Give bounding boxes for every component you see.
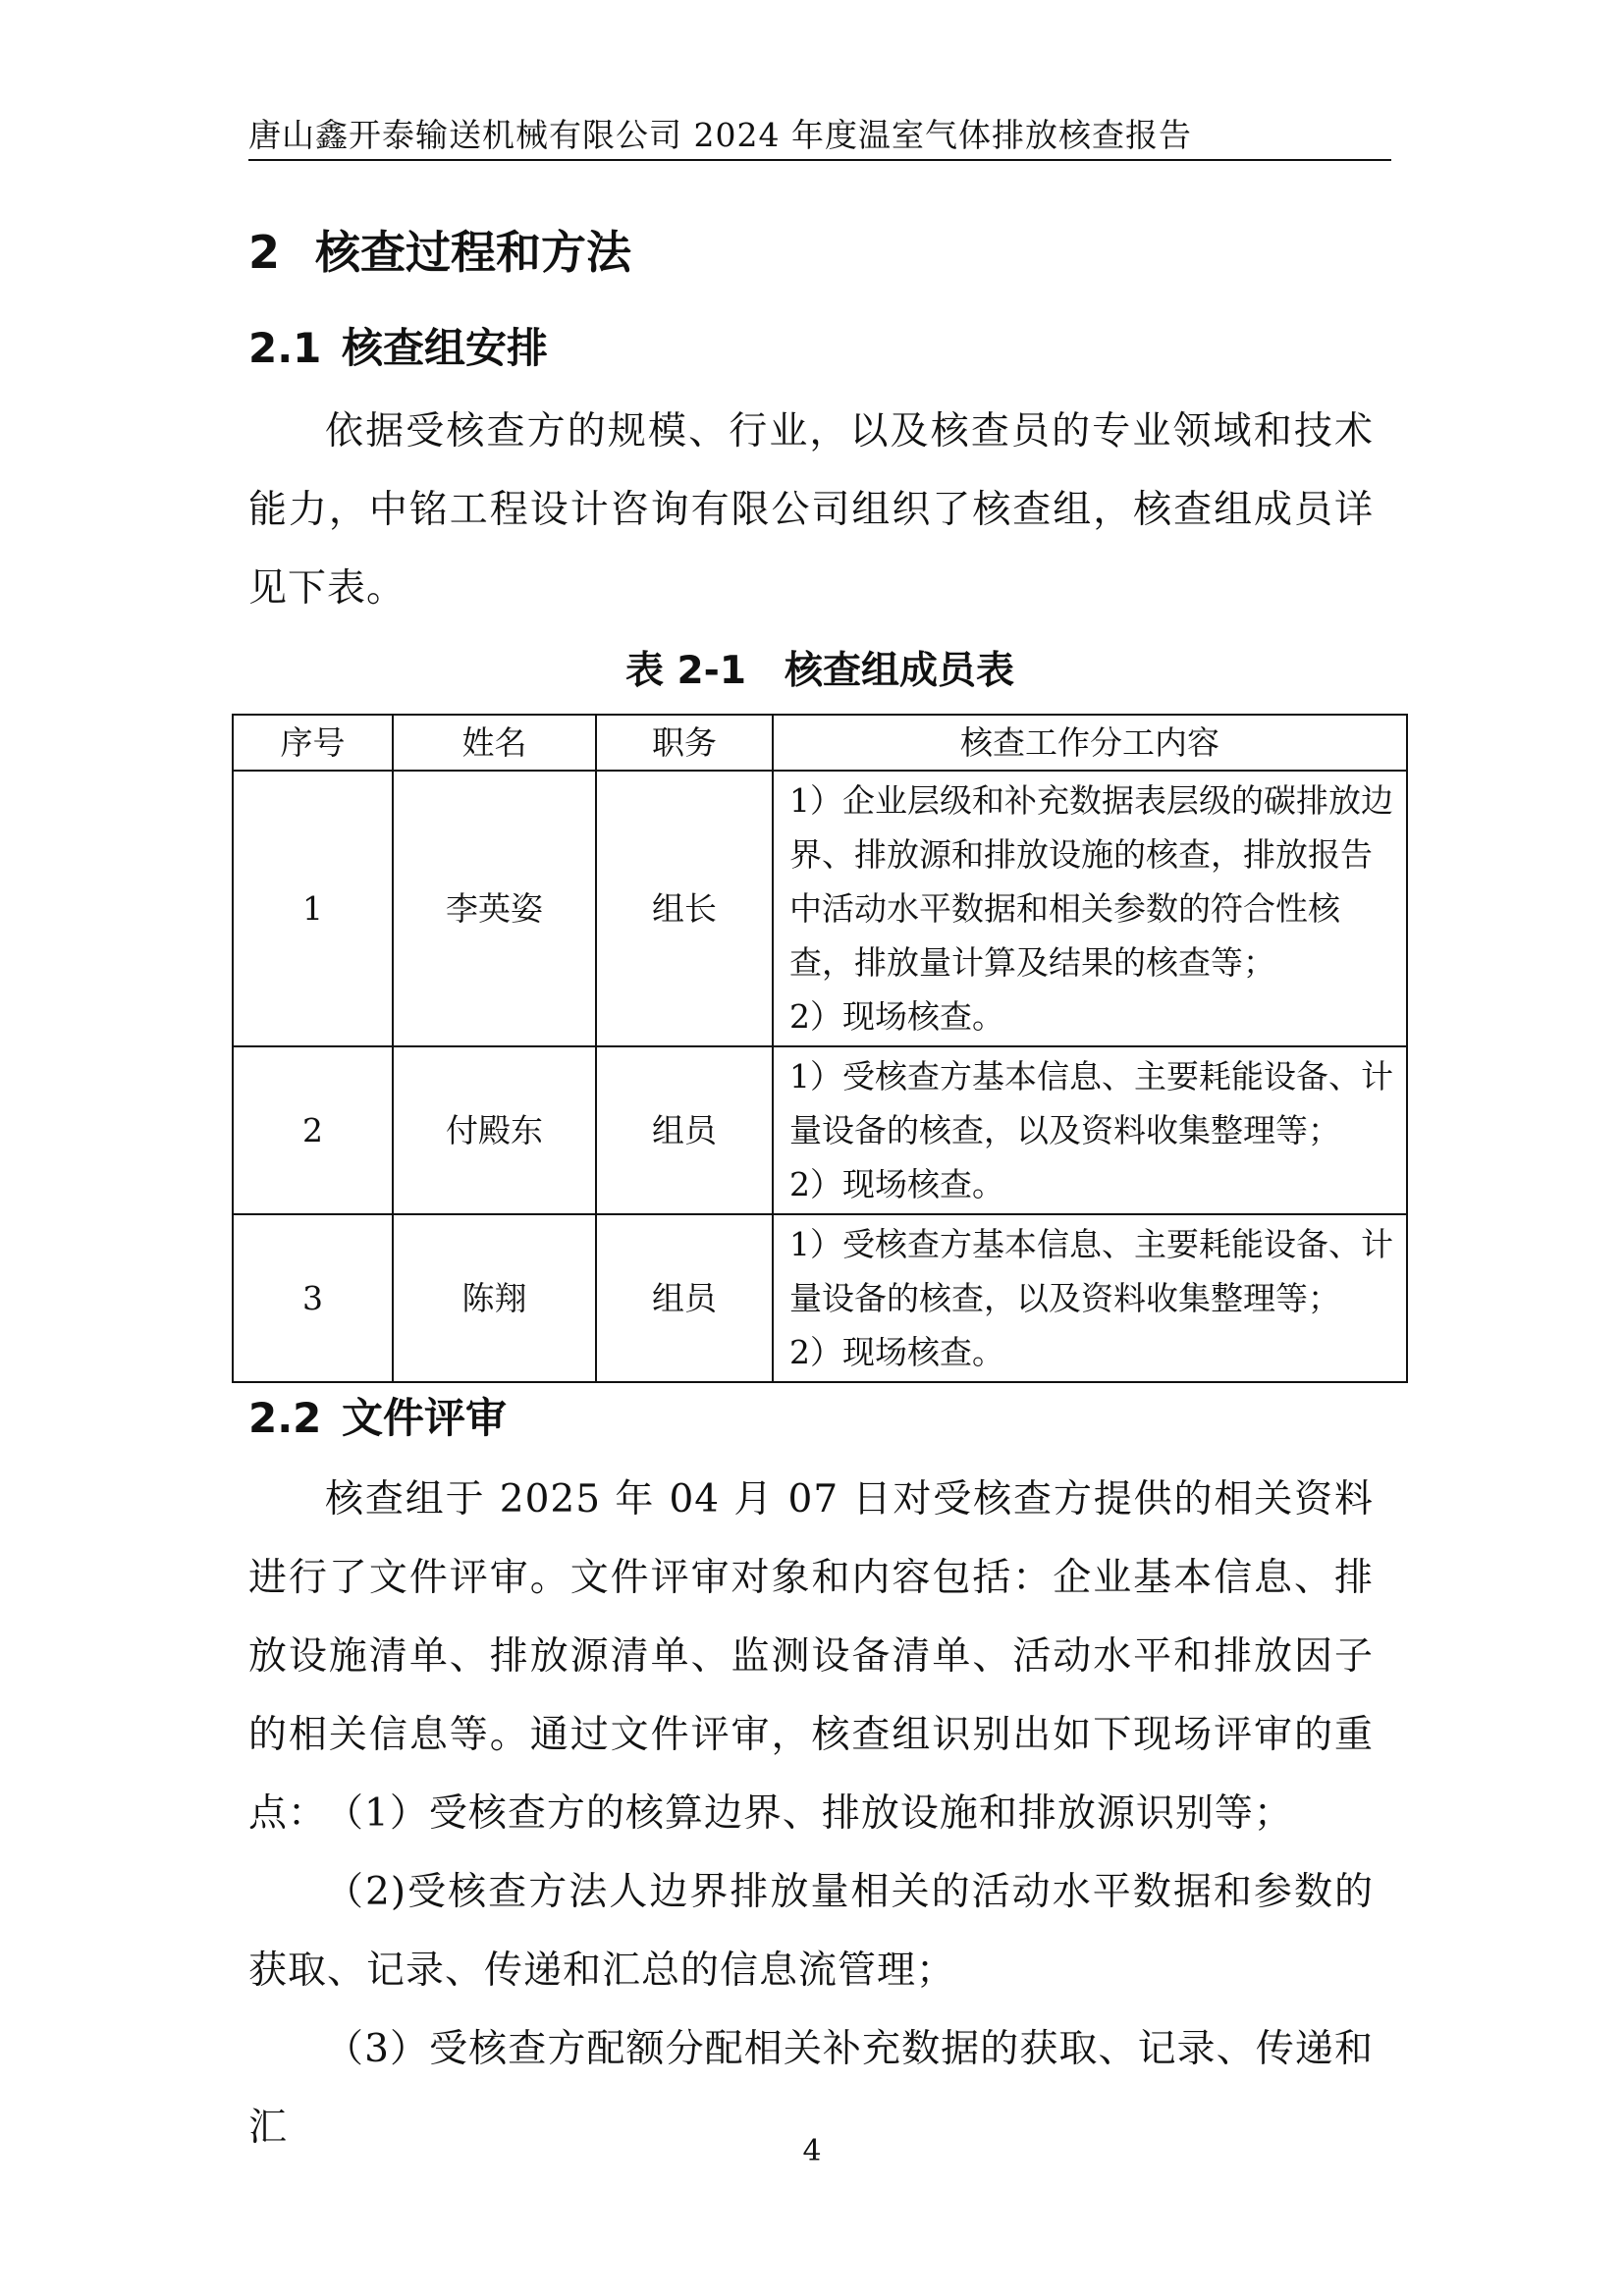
table-row bbox=[233, 1214, 1407, 1382]
duty-item: 1）企业层级和补充数据表层级的碳排放边界、排放源和排放设施的核查，排放报告中活动水平数据和相关参数的符合性核查，排放量计算及结果的核查等； bbox=[789, 781, 1393, 982]
subsection-number: 2.1 bbox=[248, 324, 322, 372]
subsection-heading-2-1 bbox=[248, 316, 548, 381]
subsection-number: 2.2 bbox=[248, 1394, 322, 1442]
table-caption: 表 2-1 核查组成员表 bbox=[624, 649, 1015, 693]
cell-role: 组长 bbox=[596, 771, 773, 1046]
column-header-role: 职务 bbox=[596, 715, 773, 771]
team-members-table bbox=[232, 714, 1408, 1383]
document-review-paragraph: 核查组于 2025 年 04 月 07 日对受核查方提供的相关资料进行了文件评审。文件评审对象和内容包括：企业基本信息、排放设施清单、排放源清单、监测设备清单、活动水平和排放因子的相关信息等。通过文件评审，核查组识别出如下现场评审的重点： bbox=[248, 1477, 1374, 1836]
duty-item: 2）现场核查。 bbox=[789, 1333, 1004, 1371]
header-divider bbox=[248, 159, 1391, 161]
cell-name: 付殿东 bbox=[393, 1046, 596, 1214]
subsection-title: 核查组安排 bbox=[342, 324, 549, 372]
cell-no: 2 bbox=[233, 1046, 393, 1214]
duty-item: 2）现场核查。 bbox=[789, 1165, 1004, 1203]
cell-duty bbox=[773, 1214, 1407, 1382]
table-header-row bbox=[233, 715, 1407, 771]
cell-duty bbox=[773, 771, 1407, 1046]
duty-item: 1）受核查方基本信息、主要耗能设备、计量设备的核查，以及资料收集整理等； bbox=[789, 1225, 1393, 1317]
cell-no: 3 bbox=[233, 1214, 393, 1382]
subsection-title: 文件评审 bbox=[342, 1394, 508, 1442]
cell-role: 组员 bbox=[596, 1214, 773, 1382]
table-row bbox=[233, 771, 1407, 1046]
cell-no: 1 bbox=[233, 771, 393, 1046]
team-arrangement-paragraph: 依据受核查方的规模、行业，以及核查员的专业领域和技术能力，中铭工程设计咨询有限公司组织了核查组，核查组成员详见下表。 bbox=[248, 409, 1374, 611]
section-number: 2 bbox=[248, 226, 281, 279]
review-focus-item: （3）受核查方配额分配相关补充数据的获取、记录、传递和汇 bbox=[248, 2027, 1374, 2150]
table-row bbox=[233, 1046, 1407, 1214]
review-focus-item: （2)受核查方法人边界排放量相关的活动水平数据和参数的获取、记录、传递和汇总的信息流管理； bbox=[248, 1870, 1374, 1993]
review-focus-item: （1）受核查方的核算边界、排放设施和排放源识别等； bbox=[325, 1791, 1293, 1836]
column-header-no: 序号 bbox=[233, 715, 393, 771]
column-header-name: 姓名 bbox=[393, 715, 596, 771]
running-header: 唐山鑫开泰输送机械有限公司 2024 年度温室气体排放核查报告 bbox=[248, 116, 1192, 154]
subsection-heading-2-2 bbox=[248, 1386, 507, 1451]
section-heading bbox=[248, 218, 631, 287]
column-header-duty: 核查工作分工内容 bbox=[773, 715, 1407, 771]
cell-name: 李英姿 bbox=[393, 771, 596, 1046]
cell-role: 组员 bbox=[596, 1046, 773, 1214]
cell-duty bbox=[773, 1046, 1407, 1214]
duty-item: 1）受核查方基本信息、主要耗能设备、计量设备的核查，以及资料收集整理等； bbox=[789, 1057, 1393, 1149]
page-number: 4 bbox=[802, 2134, 822, 2168]
cell-name: 陈翔 bbox=[393, 1214, 596, 1382]
section-title: 核查过程和方法 bbox=[315, 226, 631, 279]
duty-item: 2）现场核查。 bbox=[789, 997, 1004, 1036]
